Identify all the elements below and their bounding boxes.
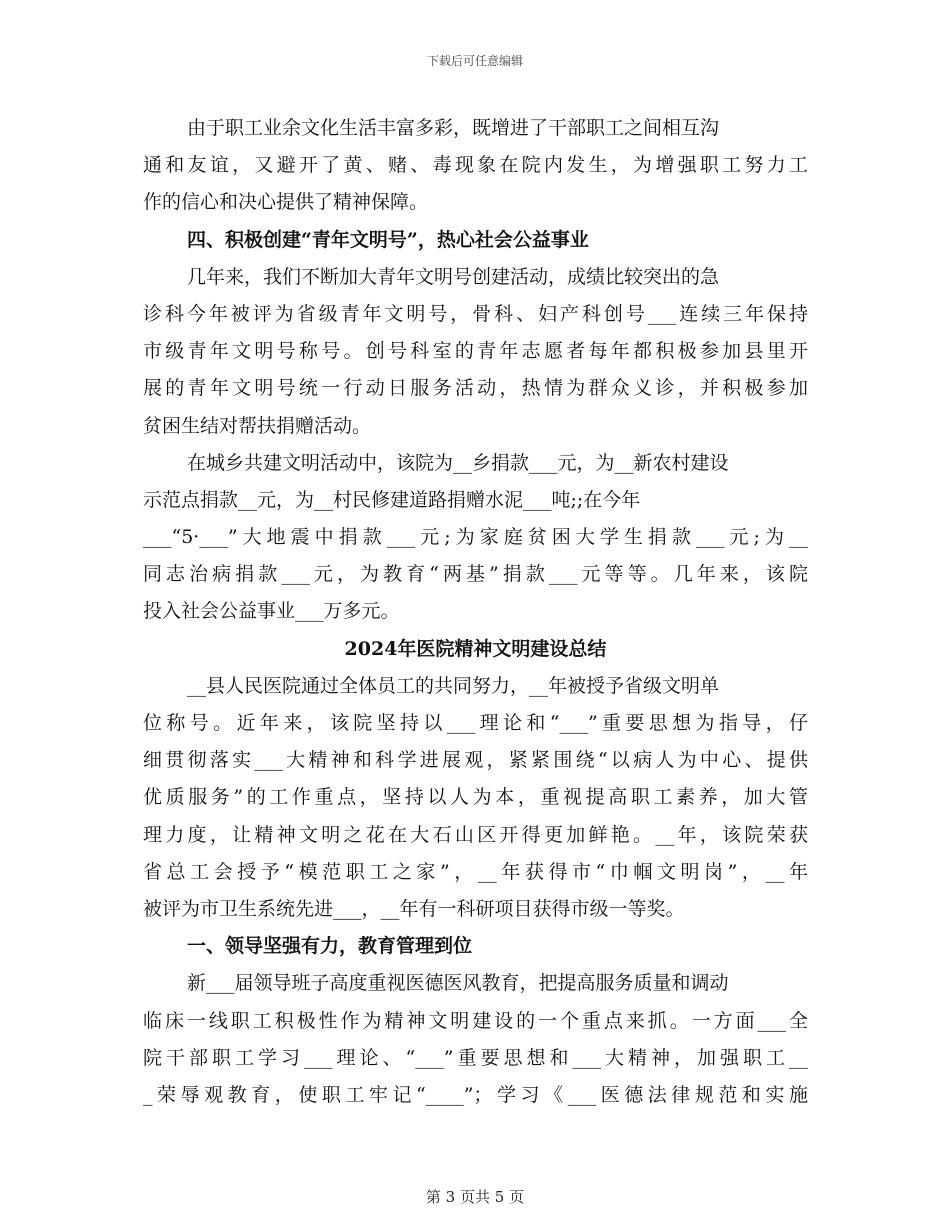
paragraph-line: 理力度，让精神文明之花在大石山区开得更加鲜艳。__年，该院荣获 bbox=[143, 823, 808, 846]
paragraph-line: 作的信心和决心提供了精神保障。 bbox=[143, 191, 429, 214]
paragraph-line: __县人民医院通过全体员工的共同努力，__年被授予省级文明单 bbox=[187, 674, 720, 697]
paragraph-line: _荣辱观教育，使职工牢记“____”；学习《___医德法律规范和实施 bbox=[143, 1083, 808, 1106]
paragraph-line: 细贯彻落实___大精神和科学进展观，紧紧围绕“以病人为中心、提供 bbox=[143, 749, 808, 772]
paragraph-line: 优质服务”的工作重点，坚持以人为本，重视提高职工素养，加大管 bbox=[143, 786, 808, 809]
section-heading: 一、领导坚强有力，教育管理到位 bbox=[187, 935, 473, 958]
paragraph-line: ___“5·___”大地震中捐款___元;为家庭贫困大学生捐款___元;为__ bbox=[143, 526, 808, 549]
paragraph-line: 诊科今年被评为省级青年文明号，骨科、妇产科创号___连续三年保持 bbox=[143, 302, 808, 325]
document-title: 2024年医院精神文明建设总结 bbox=[344, 637, 607, 660]
paragraph-line: 新___届领导班子高度重视医德医风教育，把提高服务质量和调动 bbox=[187, 972, 729, 995]
paragraph-line: 投入社会公益事业___万多元。 bbox=[143, 600, 400, 623]
document-body bbox=[143, 110, 808, 1114]
paragraph-line: 几年来，我们不断加大青年文明号创建活动，成绩比较突出的急 bbox=[187, 265, 720, 288]
paragraph-line: 被评为市卫生系统先进___，__年有一科研项目获得市级一等奖。 bbox=[143, 897, 685, 920]
paragraph-line: 位称号。近年来，该院坚持以___理论和“___”重要思想为指导，仔 bbox=[143, 712, 808, 734]
page-header: 下载后可任意编辑 bbox=[426, 54, 523, 68]
paragraph-line: 展的青年文明号统一行动日服务活动，热情为群众义诊，并积极参加 bbox=[143, 377, 808, 400]
paragraph-line: 在城乡共建文明活动中，该院为__乡捐款___元，为__新农村建设 bbox=[187, 451, 729, 474]
paragraph-line: 省总工会授予“模范职工之家”，__年获得市“巾帼文明岗”，__年 bbox=[143, 860, 808, 883]
page-footer: 第 3 页共 5 页 bbox=[425, 1188, 525, 1206]
paragraph-line: 市级青年文明号称号。创号科室的青年志愿者每年都积极参加县里开 bbox=[143, 340, 808, 363]
section-heading: 四、积极创建“青年文明号”，热心社会公益事业 bbox=[187, 228, 589, 251]
paragraph-line: 贫困生结对帮扶捐赠活动。 bbox=[143, 414, 372, 437]
paragraph-line: 通和友谊，又避开了黄、赌、毒现象在院内发生，为增强职工努力工 bbox=[143, 154, 808, 177]
paragraph-line: 示范点捐款__元，为__村民修建道路捐赠水泥___吨;;在今年 bbox=[143, 488, 641, 511]
paragraph-line: 临床一线职工积极性作为精神文明建设的一个重点来抓。一方面___全 bbox=[143, 1009, 808, 1032]
paragraph-line: 同志治病捐款___元，为教育“两基”捐款___元等等。几年来，该院 bbox=[143, 563, 808, 586]
paragraph-line: 由于职工业余文化生活丰富多彩，既增进了干部职工之间相互沟 bbox=[187, 117, 720, 139]
paragraph-line: 院干部职工学习___理论、“___”重要思想和___大精神，加强职工__ bbox=[143, 1046, 808, 1069]
